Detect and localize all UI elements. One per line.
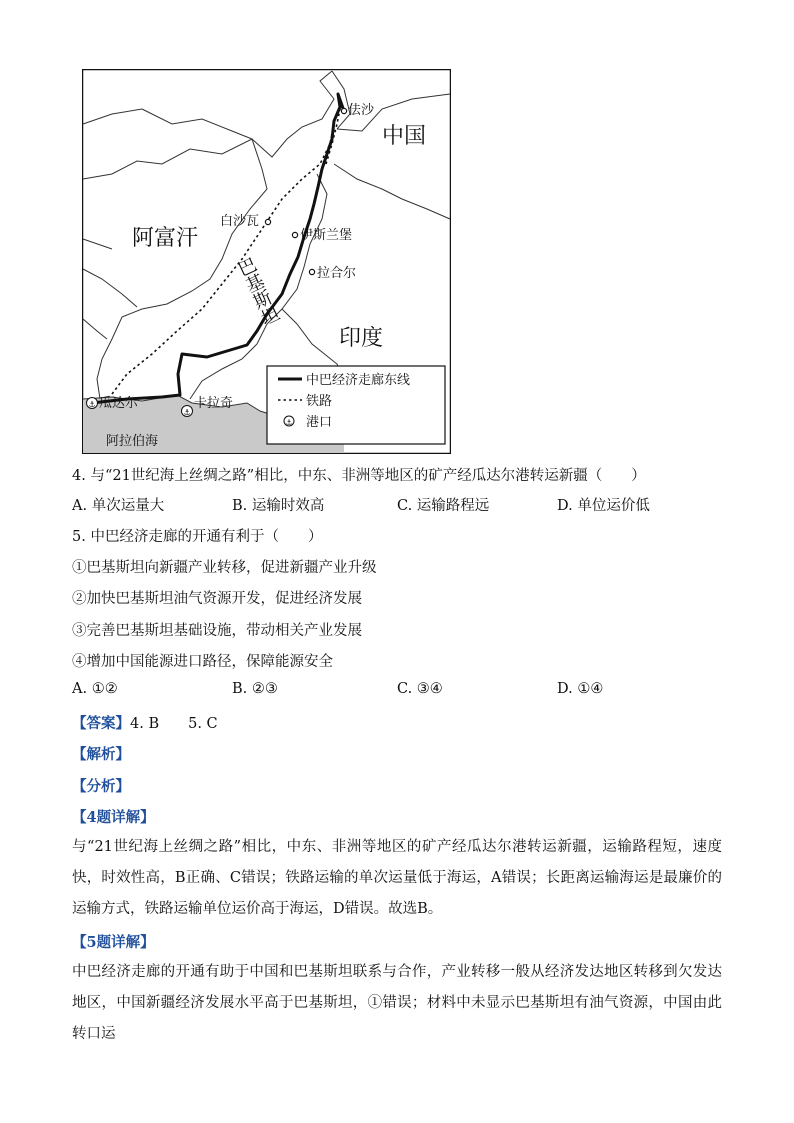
- legend-port-icon: ⚓: [285, 418, 293, 427]
- label-arabian-sea: 阿拉伯海: [106, 434, 159, 449]
- q5-item-1: ①巴基斯坦向新疆产业转移，促进新疆产业升级: [72, 560, 377, 576]
- kashgar-city-marker: [341, 108, 346, 113]
- answer-text: 4. B 5. C: [130, 716, 218, 732]
- legend-railway: 铁路: [306, 394, 333, 409]
- label-china: 中国: [382, 124, 427, 149]
- q5-option-b: B. ②③: [232, 681, 278, 697]
- q5-item-3: ③完善巴基斯坦基础设施，带动相关产业发展: [72, 623, 362, 639]
- lahore-city-marker: [309, 269, 314, 274]
- q4-option-b: B. 运输时效高: [232, 498, 325, 514]
- label-kashgar: 佉沙: [348, 103, 375, 118]
- q5-option-a: A. ①②: [72, 681, 118, 697]
- q5-detail-text: 中巴经济走廊的开通有助于中国和巴基斯坦联系与合作，产业转移一般从经济发达地区转移到欠发达地区，中国新疆经济发展水平高于巴基斯坦，①错误；材料中未显示巴基斯坦有油气资源，中国由此转口运: [72, 964, 722, 1042]
- q4-option-d: D. 单位运价低: [557, 498, 650, 514]
- legend-port: 港口: [306, 415, 333, 430]
- label-peshawar: 白沙瓦: [220, 214, 260, 229]
- label-afghanistan: 阿富汗: [132, 226, 199, 251]
- port-icon-gwadar: [87, 398, 98, 410]
- port-icon-karachi: [182, 406, 193, 418]
- q4-detail-text: 与“21世纪海上丝绸之路”相比，中东、非洲等地区的矿产经瓜达尔港转运新疆，运输路程短，速度快，时效性高，B正确、C错误；铁路运输的单次运量低于海运，A错误；长距离运输海运是最廉价的运输方式，铁路运输单位运价高于海运，D错误。故选B。: [72, 839, 722, 917]
- q4-detail-tag: 【4题详解】: [72, 809, 155, 826]
- question-5-stem: 5. 中巴经济走廊的开通有利于（ ）: [72, 529, 323, 545]
- fenxi-tag: 【分析】: [72, 778, 130, 795]
- label-lahore: 拉合尔: [317, 266, 357, 281]
- q5-item-2: ②加快巴基斯坦油气资源开发，促进经济发展: [72, 591, 362, 607]
- islamabad-city-marker: [292, 232, 297, 237]
- q5-option-c: C. ③④: [397, 681, 443, 697]
- q4-option-a: A. 单次运量大: [72, 498, 165, 514]
- question-4-stem: 4. 与“21世纪海上丝绸之路”相比，中东、非洲等地区的矿产经瓜达尔港转运新疆（ ）: [72, 468, 646, 484]
- label-pakistan-text: 巴基斯坦: [232, 254, 282, 329]
- peshawar-city-marker: [265, 219, 270, 224]
- label-karachi: 卡拉奇: [194, 396, 234, 411]
- pakistan-corridor-map: [82, 69, 451, 454]
- analysis-tag: 【解析】: [72, 746, 130, 763]
- svg-text:⚓: ⚓: [183, 408, 191, 417]
- label-gwadar: 瓜达尔: [99, 396, 139, 411]
- legend-corridor: 中巴经济走廊东线: [306, 373, 411, 388]
- svg-text:⚓: ⚓: [88, 400, 96, 409]
- q5-item-4: ④增加中国能源进口路径，保障能源安全: [72, 654, 333, 670]
- label-india: 印度: [339, 326, 384, 351]
- map-legend: [267, 366, 445, 444]
- q4-option-c: C. 运输路程远: [397, 498, 490, 514]
- answer-line: [72, 712, 218, 733]
- q5-detail-tag: 【5题详解】: [72, 934, 155, 951]
- q5-option-d: D. ①④: [557, 681, 604, 697]
- answer-tag: 【答案】: [72, 715, 130, 732]
- map-svg: [82, 69, 451, 454]
- label-islamabad: 伊斯兰堡: [300, 228, 353, 243]
